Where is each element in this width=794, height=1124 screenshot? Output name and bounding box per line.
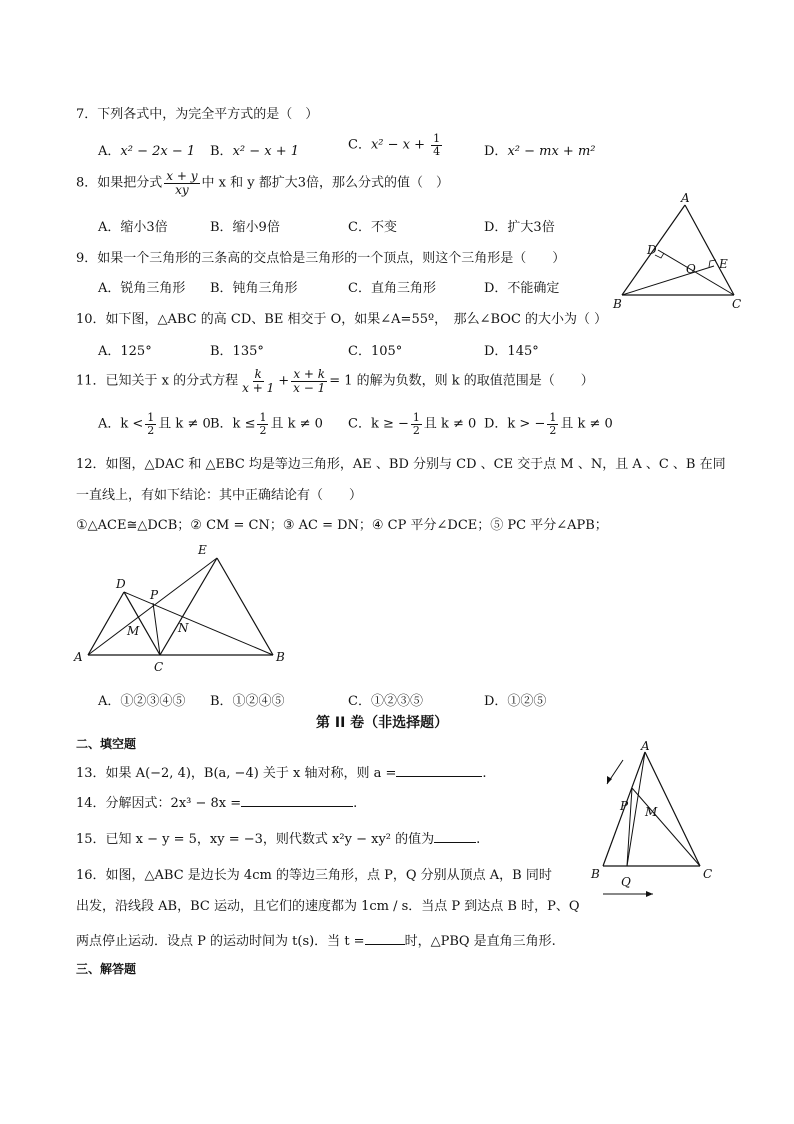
q9-stem: 9．如果一个三角形的三条高的交点恰是三角形的一个顶点，则这个三角形是（ ） — [76, 251, 566, 266]
fig3-label-m: M — [645, 805, 658, 819]
q8-option-d: D．扩大3倍 — [484, 220, 555, 235]
q8-option-c: C．不变 — [348, 220, 397, 235]
q11-f1-num: k — [254, 367, 262, 381]
fig1-label-d: D — [647, 243, 657, 257]
q11-a-den: 2 — [147, 423, 155, 437]
q11-c-post: 且 k ≠ 0 — [423, 416, 477, 432]
q7-d-label: D． — [484, 144, 508, 159]
q11-a-pre: A．k < — [98, 416, 144, 432]
q8-frac-den: xy — [175, 182, 189, 197]
fig3-label-b: B — [591, 867, 600, 881]
q11-d-den: 2 — [549, 423, 557, 437]
q11-f1-den: x + 1 — [242, 380, 275, 395]
q7-b-expr: x² − x + 1 — [232, 144, 300, 159]
fig1-label-b: B — [613, 297, 622, 311]
q16-line1: 16．如图，△ABC 是边长为 4cm 的等边三角形，点 P，Q 分别从顶点 A，B 同时 — [76, 868, 552, 883]
q7-a-expr: x² − 2x − 1 — [120, 144, 196, 159]
q12-option-c: C．①②③⑤ — [348, 694, 423, 709]
fig2-label-d: D — [116, 577, 126, 591]
q14-text: 14．分解因式：2x³ − 8x = — [76, 796, 242, 811]
q11-option-c — [348, 412, 476, 436]
q16-line2: 出发，沿线段 AB，BC 运动，且它们的速度都为 1cm / s．当点 P 到达点 B 时，P、Q — [76, 899, 580, 914]
q11-c-pre: C．k ≥ − — [348, 416, 409, 432]
q11-b-pre: B．k ≤ — [210, 416, 256, 432]
q16-answer-blank[interactable] — [365, 932, 405, 945]
equilateral-figure-q12 — [70, 540, 300, 675]
q7-c-frac — [431, 133, 442, 157]
q15-answer-blank[interactable] — [434, 830, 476, 843]
q11-b-num: 1 — [259, 411, 267, 424]
q12-option-d: D．①②⑤ — [484, 694, 547, 709]
q11-frac1 — [240, 368, 276, 394]
fig3-label-a: A — [641, 739, 650, 753]
q11-c-frac — [411, 412, 422, 436]
moving-points-figure-q16 — [585, 738, 725, 908]
q8-stem — [76, 170, 449, 196]
q11-d-pre: D．k > − — [484, 416, 546, 432]
q11-a-num: 1 — [147, 411, 155, 424]
q8-stem-pre: 8．如果把分式 — [76, 175, 163, 191]
q11-frac2 — [291, 368, 327, 394]
q7-option-d — [484, 140, 596, 159]
section-answer-questions: 三、解答题 — [76, 962, 137, 976]
q7-c-label: C． — [348, 137, 371, 153]
q9-option-a: A．锐角三角形 — [98, 281, 186, 296]
fig1-label-o: O — [686, 262, 696, 276]
q8-stem-post: 中 x 和 y 都扩大3倍，那么分式的值（ ） — [201, 175, 449, 191]
q11-d-num: 1 — [549, 411, 557, 424]
q12-line1: 12．如图，△DAC 和 △EBC 均是等边三角形，AE 、BD 分别与 CD 、CE 交于点 M 、N，且 A 、C 、B 在同 — [76, 457, 726, 472]
q16-line3-post: 时，△PBQ 是直角三角形. — [404, 934, 556, 949]
fig2-label-b: B — [276, 650, 285, 664]
q9-option-b: B．钝角三角形 — [210, 281, 298, 296]
q9-option-d: D．不能确定 — [484, 281, 560, 296]
q13-end: . — [482, 766, 487, 781]
q11-c-den: 2 — [412, 423, 420, 437]
q13 — [76, 762, 487, 781]
q7-c-expr: x² − x + — [370, 137, 430, 153]
q14-answer-blank[interactable] — [241, 794, 353, 807]
fig1-label-e: E — [719, 257, 728, 271]
fig3-label-p: P — [620, 799, 629, 813]
triangle-figure-q10 — [610, 188, 760, 313]
fig2-label-n: N — [178, 621, 189, 635]
q16-line3-pre: 两点停止运动．设点 P 的运动时间为 t(s)．当 t = — [76, 934, 365, 949]
q15 — [76, 828, 480, 847]
fig3-label-q: Q — [621, 875, 631, 889]
q11-stem — [76, 368, 594, 394]
fig2-label-e: E — [198, 543, 207, 557]
q15-text: 15．已知 x − y = 5，xy = −3，则代数式 x²y − xy² 的值为 — [76, 832, 435, 847]
q9-option-c: C．直角三角形 — [348, 281, 436, 296]
q11-option-b — [210, 412, 323, 436]
q11-stem-pre: 11．已知关于 x 的分式方程 — [76, 373, 239, 389]
q11-option-d — [484, 412, 613, 436]
q16-line3 — [76, 930, 556, 949]
q11-b-frac — [257, 412, 268, 436]
q11-a-frac — [145, 412, 156, 436]
q7-option-a — [98, 140, 195, 159]
q15-end: . — [476, 832, 481, 847]
q8-option-a: A．缩小3倍 — [98, 220, 168, 235]
q11-option-a — [98, 412, 211, 436]
q7-stem: 7．下列各式中，为完全平方式的是（ ） — [76, 107, 319, 122]
q10-option-c: C．105° — [348, 344, 403, 359]
q7-option-c — [348, 133, 444, 157]
q11-stem-post: = 1 的解为负数，则 k 的取值范围是（ ） — [329, 373, 594, 389]
fig2-label-a: A — [74, 650, 83, 664]
q8-fraction — [164, 170, 199, 196]
q7-c-den: 4 — [433, 144, 441, 158]
q10-option-d: D．145° — [484, 344, 539, 359]
q8-option-b: B．缩小9倍 — [210, 220, 280, 235]
q7-option-b — [210, 140, 299, 159]
q8-frac-num: x + y — [166, 169, 198, 183]
q11-f2-num: x + k — [293, 367, 326, 381]
q11-plus: + — [278, 373, 290, 389]
q13-text: 13．如果 A(−2, 4)，B(a, −4) 关于 x 轴对称，则 a = — [76, 766, 397, 781]
q11-d-post: 且 k ≠ 0 — [560, 416, 613, 432]
q11-d-frac — [547, 412, 558, 436]
fig2-label-m: M — [127, 624, 140, 638]
q11-b-den: 2 — [259, 423, 267, 437]
q7-d-expr: x² − mx + m² — [507, 144, 596, 159]
q11-b-post: 且 k ≠ 0 — [270, 416, 323, 432]
fig3-label-c: C — [703, 867, 713, 881]
q10-option-a: A．125° — [98, 344, 152, 359]
q7-c-num: 1 — [433, 132, 441, 145]
q13-answer-blank[interactable] — [396, 764, 482, 777]
q11-f2-den: x − 1 — [293, 380, 326, 395]
q14-end: . — [353, 796, 358, 811]
part2-title: 第 II 卷（非选择题） — [316, 715, 449, 731]
fig2-label-p: P — [150, 588, 159, 602]
q12-option-a: A．①②③④⑤ — [98, 694, 186, 709]
q7-b-label: B． — [210, 144, 233, 159]
q14 — [76, 792, 357, 811]
q10-stem: 10．如下图，△ABC 的高 CD、BE 相交于 O，如果∠A=55º， 那么∠BOC 的大小为（ ） — [76, 312, 608, 327]
fig1-label-c: C — [732, 297, 742, 311]
q12-line2: 一直线上，有如下结论：其中正确结论有（ ） — [76, 488, 363, 503]
q11-c-num: 1 — [412, 411, 420, 424]
q12-option-b: B．①②④⑤ — [210, 694, 285, 709]
q10-option-b: B．135° — [210, 344, 264, 359]
q11-a-post: 且 k ≠ 0 — [158, 416, 211, 432]
fig1-label-a: A — [681, 191, 690, 205]
q7-a-label: A． — [98, 144, 121, 159]
fig2-label-c: C — [154, 660, 164, 674]
q12-line3: ①△ACE≅△DCB；② CM = CN；③ AC = DN；④ CP 平分∠DCE；⑤ PC 平分∠APB； — [76, 518, 608, 533]
section-fill-in-blank: 二、填空题 — [76, 737, 137, 751]
